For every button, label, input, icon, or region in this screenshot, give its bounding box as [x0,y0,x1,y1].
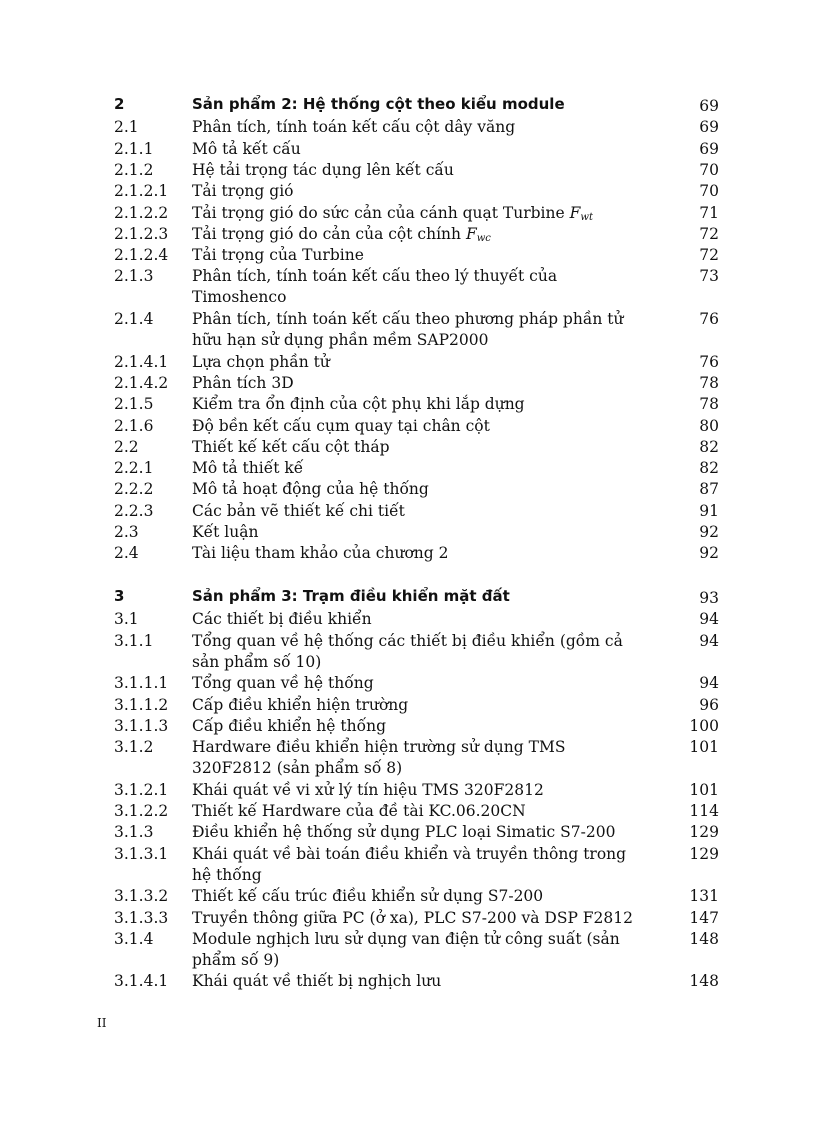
entry-page-number: 101 [689,780,719,799]
entry-title: Hệ tải trọng tác dụng lên kết cấu [192,160,454,179]
entry-title: Kết luận [192,523,259,541]
entry-page-number: 94 [699,610,719,629]
entry-title: Phân tích, tính toán kết cấu cột dây văng [192,118,516,137]
entry-title: Độ bền kết cấu cụm quay tại chân cột [192,416,490,435]
entry-number: 2.1.2.1 [114,182,169,201]
entry-title: Tải trọng của Turbine [192,246,364,265]
entry-page-number: 72 [699,246,719,265]
entry-title: Phân tích, tính toán kết cấu theo lý thuyết của Timoshenco [192,267,558,307]
entry-title: Phân tích, tính toán kết cấu theo phương pháp phần tử hữu hạn sử dụng phần mềm SAP2000 [192,310,624,349]
entry-title: Kiểm tra ổn định của cột phụ khi lắp dựng [192,395,525,414]
entry-number: 3.1 [114,610,139,629]
entry-number: 2.1.2.4 [114,246,169,265]
entry-title: Khái quát về bài toán điều khiển và truyền thông trong hệ thống [192,844,627,884]
entry-page-number: 69 [699,139,719,158]
entry-title: Mô tả thiết kế [192,459,304,478]
entry-title: Cấp điều khiển hiện trường [192,695,409,714]
entry-page-number: 87 [699,480,719,499]
entry-number: 3.1.4 [114,929,154,948]
entry-number: 2.1.6 [114,416,154,435]
entry-number: 2.3 [114,523,139,541]
entry-number: 2.1.2.3 [114,224,169,243]
entry-page-number: 82 [699,459,719,478]
entry-number: 3 [114,587,125,605]
entry-number: 3.1.2.1 [114,780,169,799]
entry-number: 2.2.1 [114,459,154,478]
entry-title: Các thiết bị điều khiển [192,610,372,629]
entry-number: 2.1.2 [114,160,154,179]
entry-number: 2.1.4.2 [114,373,169,392]
entry-title: Sản phẩm 2: Hệ thống cột theo kiểu module [192,95,565,113]
entry-page-number: 94 [699,631,719,650]
entry-number: 3.1.4.1 [114,972,169,991]
entry-page-number: 92 [699,523,719,541]
entry-page-number: 73 [699,267,719,286]
math-symbol: F [569,203,581,222]
page-number-footer: II [97,1016,107,1030]
entry-number: 2.1 [114,118,139,137]
entry-title: Mô tả hoạt động của hệ thống [192,480,429,499]
entry-title: Hardware điều khiển hiện trường sử dụng TMS 320F2812 (sản phẩm số 8) [192,738,566,778]
entry-page-number: 76 [699,310,719,328]
entry-title: Truyền thông giữa PC (ở xa), PLC S7-200 và DSP F2812 [192,908,634,927]
entry-page-number: 129 [689,823,719,842]
entry-page-number: 78 [699,395,719,414]
entry-title: Thiết kế cấu trúc điều khiển sử dụng S7-200 [192,887,544,906]
entry-title: Khái quát về thiết bị nghịch lưu [192,972,442,991]
entry-page-number: 93 [699,589,719,607]
entry-number: 3.1.1.1 [114,674,169,693]
entry-number: 3.1.1.2 [114,695,169,714]
entry-page-number: 78 [699,373,719,392]
entry-page-number: 82 [699,437,719,456]
entry-page-number: 129 [689,844,719,863]
entry-title: Lựa chọn phần tử [192,352,330,371]
entry-number: 2.1.5 [114,395,154,414]
entry-page-number: 80 [699,416,719,435]
entry-number: 2.1.4.1 [114,352,169,371]
entry-title: Tổng quan về hệ thống các thiết bị điều khiển (gồm cả sản phẩm số 10) [192,631,623,671]
entry-number: 2 [114,95,125,113]
entry-title: Sản phẩm 3: Trạm điều khiển mặt đất [192,587,510,605]
entry-page-number: 76 [699,352,719,371]
entry-number: 3.1.3.3 [114,908,169,927]
entry-number: 3.1.1.3 [114,716,169,735]
entry-title: Tải trọng gió do sức cản của cánh quạt Turbine $F_{wt}$ [192,203,593,223]
entry-page-number: 131 [689,887,719,906]
entry-number: 2.4 [114,544,139,563]
entry-title: Điều khiển hệ thống sử dụng PLC loại Simatic S7-200 [192,823,616,842]
entry-number: 3.1.2 [114,738,154,757]
entry-number: 2.1.2.2 [114,203,169,222]
entry-title: Phân tích 3D [192,373,294,392]
entry-page-number: 101 [689,738,719,757]
entry-page-number: 148 [689,972,719,991]
entry-page-number: 69 [699,118,719,137]
entry-page-number: 148 [689,929,719,948]
entry-number: 2.1.1 [114,139,154,158]
entry-title: Cấp điều khiển hệ thống [192,716,386,735]
entry-page-number: 71 [699,203,719,222]
entry-page-number: 96 [699,695,719,714]
entry-page-number: 114 [689,802,719,820]
entry-number: 3.1.3 [114,823,154,842]
entry-number: 3.1.1 [114,631,154,650]
entry-page-number: 94 [699,674,719,693]
entry-page-number: 100 [689,716,719,735]
entry-title: Module nghịch lưu sử dụng van điện tử công suất (sản phẩm số 9) [192,929,620,969]
entry-page-number: 70 [699,182,719,201]
entry-title: Tài liệu tham khảo của chương 2 [192,544,449,563]
entry-number: 3.1.2.2 [114,802,169,820]
entry-page-number: 72 [699,224,719,243]
entry-title: Thiết kế Hardware của đề tài KC.06.20CN [192,802,526,820]
entry-title: Tải trọng gió [192,182,294,201]
entry-number: 2.1.3 [114,267,154,286]
entry-page-number: 69 [699,97,719,115]
entry-page-number: 91 [699,501,719,520]
entry-title: Tổng quan về hệ thống [192,674,374,693]
entry-title: Khái quát về vi xử lý tín hiệu TMS 320F2812 [192,780,544,799]
entry-number: 2.1.4 [114,310,154,328]
entry-number: 2.2.3 [114,501,154,520]
entry-title: Các bản vẽ thiết kế chi tiết [192,501,405,520]
entry-number: 2.2 [114,437,139,456]
entry-number: 3.1.3.1 [114,844,169,863]
entry-title: Tải trọng gió do cản của cột chính $F_{wc}$ [192,224,491,244]
entry-number: 2.2.2 [114,480,154,499]
entry-title: Mô tả kết cấu [192,139,301,158]
entry-number: 3.1.3.2 [114,887,169,906]
entry-page-number: 147 [689,908,719,927]
entry-page-number: 70 [699,160,719,179]
math-symbol: F [465,224,477,243]
entry-title: Thiết kế kết cấu cột tháp [192,437,390,456]
entry-page-number: 92 [699,544,719,563]
